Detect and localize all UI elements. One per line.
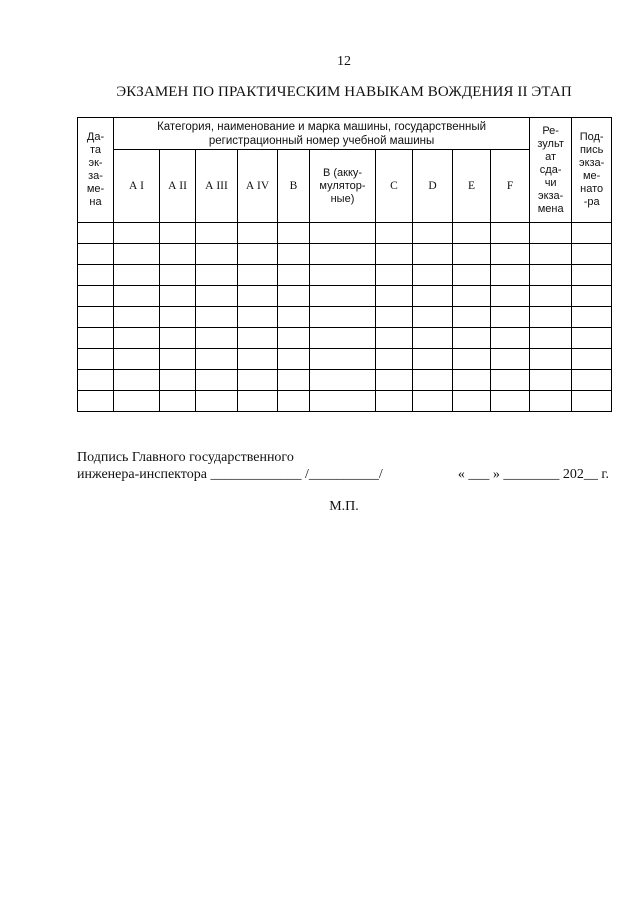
table-cell [238, 391, 278, 412]
table-cell [114, 307, 160, 328]
table-cell [413, 265, 453, 286]
table-cell [491, 307, 530, 328]
table-cell [530, 286, 572, 307]
table-cell [453, 244, 491, 265]
header-result: Ре- зульт ат сда- чи экза- мена [530, 118, 572, 223]
table-cell [453, 349, 491, 370]
table-cell [238, 265, 278, 286]
table-cell [114, 286, 160, 307]
table-cell [530, 244, 572, 265]
table-cell [160, 391, 196, 412]
signature-line2: инженера-инспектора _____________ /__________/ [77, 467, 383, 482]
header-category-b-battery: B (акку- мулятор- ные) [310, 150, 376, 223]
table-cell [78, 307, 114, 328]
header-category-a4: А IV [238, 150, 278, 223]
table-cell [453, 391, 491, 412]
table-cell [413, 391, 453, 412]
table-cell [196, 307, 238, 328]
table-cell [310, 370, 376, 391]
table-cell [572, 286, 612, 307]
table-cell [196, 370, 238, 391]
table-cell [413, 328, 453, 349]
table-cell [310, 265, 376, 286]
table-cell [78, 265, 114, 286]
signature-block [77, 449, 617, 483]
exam-table [77, 117, 612, 412]
table-cell [114, 391, 160, 412]
table-cell [160, 286, 196, 307]
table-cell [572, 349, 612, 370]
table-cell [310, 328, 376, 349]
table-cell [572, 391, 612, 412]
signature-line1: Подпись Главного государственного [77, 450, 294, 465]
table-cell [572, 307, 612, 328]
table-cell [160, 370, 196, 391]
table-cell [530, 370, 572, 391]
table-cell [238, 307, 278, 328]
table-cell [572, 265, 612, 286]
table-cell [160, 223, 196, 244]
table-cell [160, 244, 196, 265]
table-cell [238, 286, 278, 307]
table-cell [78, 391, 114, 412]
table-cell [453, 286, 491, 307]
table-cell [310, 349, 376, 370]
header-examiner-signature: Под- пись экза- ме- нато -ра [572, 118, 612, 223]
table-cell [310, 223, 376, 244]
table-cell [530, 328, 572, 349]
page-title: ЭКЗАМЕН ПО ПРАКТИЧЕСКИМ НАВЫКАМ ВОЖДЕНИЯ II ЭТАП [116, 84, 572, 100]
table-cell [530, 265, 572, 286]
header-category-b: B [278, 150, 310, 223]
table-cell [278, 265, 310, 286]
table-cell [160, 307, 196, 328]
table-cell [278, 370, 310, 391]
table-cell [453, 328, 491, 349]
table-cell [376, 391, 413, 412]
table-cell [278, 391, 310, 412]
table-cell [491, 286, 530, 307]
header-category-a1: А I [114, 150, 160, 223]
header-category-group: Категория, наименование и марка машины, государственный регистрационный номер учебной машины [114, 118, 530, 150]
table-cell [78, 349, 114, 370]
table-cell [376, 307, 413, 328]
table-cell [78, 370, 114, 391]
table-cell [238, 244, 278, 265]
table-row [78, 244, 612, 265]
table-cell [310, 244, 376, 265]
table-row [78, 286, 612, 307]
table-cell [114, 370, 160, 391]
table-cell [196, 244, 238, 265]
table-cell [491, 328, 530, 349]
table-cell [78, 244, 114, 265]
table-cell [491, 349, 530, 370]
table-cell [278, 223, 310, 244]
table-cell [78, 223, 114, 244]
table-cell [491, 370, 530, 391]
table-cell [238, 328, 278, 349]
table-cell [196, 265, 238, 286]
table-cell [278, 286, 310, 307]
table-cell [278, 244, 310, 265]
table-cell [310, 391, 376, 412]
table-cell [491, 223, 530, 244]
table-cell [160, 349, 196, 370]
page-number: 12 [337, 54, 351, 69]
table-row [78, 265, 612, 286]
table-cell [572, 223, 612, 244]
table-cell [278, 349, 310, 370]
table-cell [310, 307, 376, 328]
table-cell [413, 244, 453, 265]
table-cell [114, 328, 160, 349]
table-cell [238, 349, 278, 370]
table-cell [196, 223, 238, 244]
table-cell [238, 370, 278, 391]
table-cell [530, 223, 572, 244]
table-cell [376, 349, 413, 370]
header-category-a2: А II [160, 150, 196, 223]
header-category-d: D [413, 150, 453, 223]
table-cell [310, 286, 376, 307]
header-category-e: E [453, 150, 491, 223]
table-cell [530, 307, 572, 328]
table-row [78, 223, 612, 244]
table-cell [413, 223, 453, 244]
table-cell [114, 244, 160, 265]
table-cell [114, 349, 160, 370]
table-cell [413, 349, 453, 370]
table-cell [78, 286, 114, 307]
table-cell [413, 307, 453, 328]
table-row [78, 370, 612, 391]
table-cell [196, 391, 238, 412]
header-category-a3: А III [196, 150, 238, 223]
table-cell [376, 328, 413, 349]
table-cell [491, 391, 530, 412]
table-cell [196, 328, 238, 349]
table-cell [196, 286, 238, 307]
table-cell [491, 244, 530, 265]
table-cell [278, 307, 310, 328]
table-cell [453, 307, 491, 328]
table-cell [376, 286, 413, 307]
table-cell [453, 223, 491, 244]
table-cell [376, 223, 413, 244]
table-cell [238, 223, 278, 244]
table-cell [78, 328, 114, 349]
table-row [78, 391, 612, 412]
table-row [78, 349, 612, 370]
header-category-c: C [376, 150, 413, 223]
header-date: Да- та эк- за- ме- на [78, 118, 114, 223]
table-cell [491, 265, 530, 286]
table-cell [530, 391, 572, 412]
table-cell [160, 328, 196, 349]
table-body [78, 223, 612, 412]
table-cell [160, 265, 196, 286]
table-cell [413, 370, 453, 391]
table-cell [530, 349, 572, 370]
header-category-f: F [491, 150, 530, 223]
table-cell [376, 370, 413, 391]
table-cell [453, 370, 491, 391]
table-cell [572, 328, 612, 349]
table-cell [572, 370, 612, 391]
table-cell [453, 265, 491, 286]
table-cell [278, 328, 310, 349]
table-cell [114, 265, 160, 286]
stamp-placeholder: М.П. [329, 499, 359, 514]
table-cell [196, 349, 238, 370]
table-row [78, 307, 612, 328]
table-cell [376, 244, 413, 265]
table-cell [572, 244, 612, 265]
table-row [78, 328, 612, 349]
table-cell [376, 265, 413, 286]
table-cell [413, 286, 453, 307]
signature-date: « ___ » ________ 202__ г. [457, 467, 609, 482]
table-cell [114, 223, 160, 244]
